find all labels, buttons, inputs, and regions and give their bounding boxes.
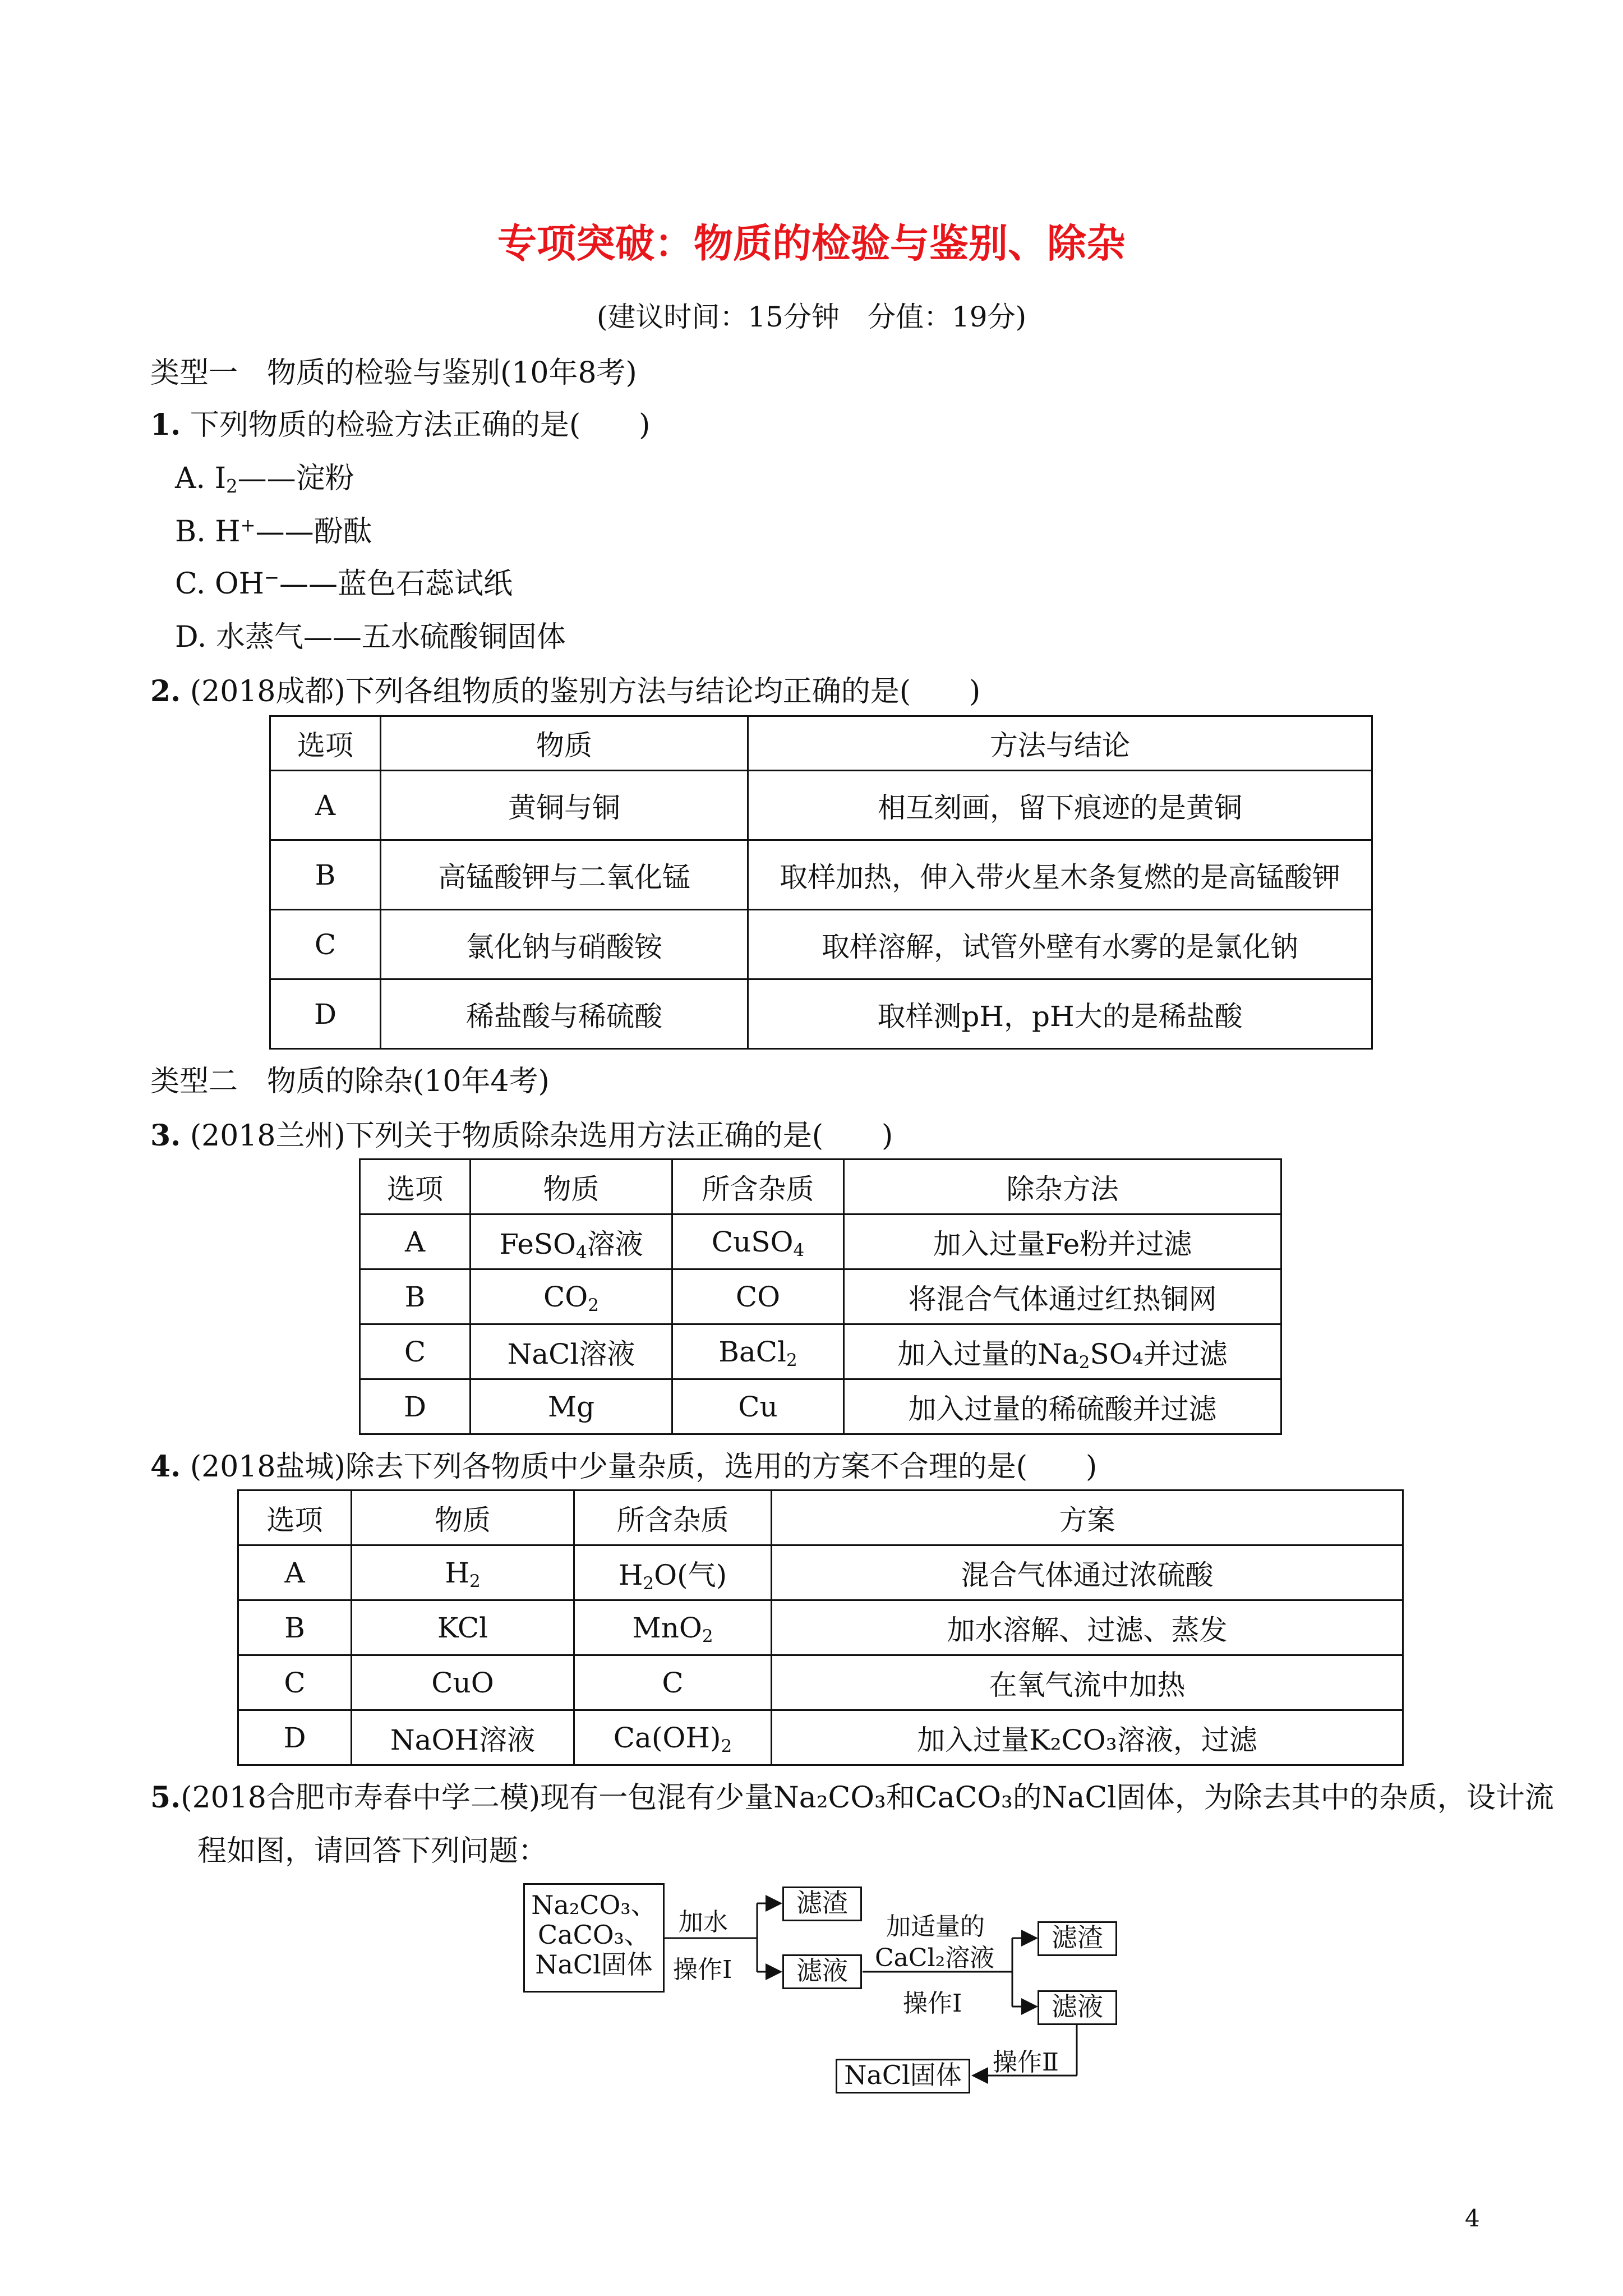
section-heading-type1: 类型一 物质的检验与鉴别(10年8考) <box>150 356 637 390</box>
table-cell: D <box>238 1710 352 1765</box>
section-heading-type2: 类型二 物质的除杂(10年4考) <box>150 1065 550 1098</box>
table-cell: D <box>270 979 381 1049</box>
table-cell: 取样加热，伸入带火星木条复燃的是高锰酸钾 <box>748 840 1372 910</box>
table-cell: BaCl$_2$ <box>672 1324 844 1379</box>
table-cell: C <box>360 1324 471 1379</box>
table-cell: B <box>360 1269 471 1324</box>
table-cell: 加入过量的$Na_2SO_4$并过滤 <box>844 1324 1281 1379</box>
page-title: 专项突破：物质的检验与鉴别、除杂 <box>497 220 1126 266</box>
table-cell: C <box>270 910 381 979</box>
table-cell: 取样溶解，试管外壁有水雾的是氯化钠 <box>748 910 1372 979</box>
table-cell: 相互刻画，留下痕迹的是黄铜 <box>748 771 1372 840</box>
flow-residue1-box: 滤渣 <box>782 1887 862 1921</box>
table-header: 方案 <box>772 1490 1403 1545</box>
table-cell: B <box>270 840 381 910</box>
table-header: 选项 <box>270 716 381 771</box>
flow-start-line: CaCO₃、 <box>538 1919 650 1950</box>
question-number: 3. <box>150 1119 181 1153</box>
flow-step1-top: 加水 <box>679 1908 728 1936</box>
table-cell: 加入过量Fe粉并过滤 <box>844 1214 1281 1269</box>
page-subtitle: (建议时间：15分钟 分值：19分) <box>596 301 1027 333</box>
flow-step3: 操作Ⅱ <box>993 2048 1059 2077</box>
table-cell: 黄铜与铜 <box>381 771 748 840</box>
question-stem: (2018合肥市寿春中学二模)现有一包混有少量Na₂CO₃和CaCO₃的NaCl固体，为除去其中的杂质，设计流 <box>181 1781 1554 1815</box>
question-number: 2. <box>150 674 181 708</box>
question-stem: (2018盐城)除去下列各物质中少量杂质，选用的方案不合理的是( ) <box>190 1450 1098 1484</box>
table-cell: $CO_2$ <box>471 1269 672 1324</box>
question-number: 4. <box>150 1450 181 1484</box>
table-cell: 加入过量K₂CO₃溶液，过滤 <box>772 1710 1403 1765</box>
flow-filtrate1-box: 滤液 <box>782 1954 862 1989</box>
table-cell: 加水溶解、过滤、蒸发 <box>772 1600 1403 1655</box>
table-cell: MnO$_2$ <box>574 1600 772 1655</box>
question-stem: (2018成都)下列各组物质的鉴别方法与结论均正确的是( ) <box>190 675 981 708</box>
table-cell: B <box>238 1600 352 1655</box>
question-stem: 下列物质的检验方法正确的是( ) <box>190 408 651 442</box>
flow-filtrate2-box: 滤液 <box>1038 1990 1117 2025</box>
table-header: 所含杂质 <box>574 1490 772 1545</box>
flow-start-box <box>523 1883 665 1993</box>
page-number: 4 <box>1465 2205 1480 2232</box>
table-cell: CuO <box>352 1655 574 1710</box>
table-cell: A <box>360 1214 471 1269</box>
table-header: 方法与结论 <box>748 716 1372 771</box>
table-cell: KCl <box>352 1600 574 1655</box>
flow-start-line: NaCl固体 <box>535 1949 653 1980</box>
table-cell: CuSO$_4$ <box>672 1214 844 1269</box>
flow-step2-top2: CaCl₂溶液 <box>875 1944 995 1972</box>
table-header: 所含杂质 <box>672 1159 844 1214</box>
table-cell: 将混合气体通过红热铜网 <box>844 1269 1281 1324</box>
option-c: C. OH−——蓝色石蕊试纸 <box>175 567 513 601</box>
option-d: D. 水蒸气——五水硫酸铜固体 <box>175 620 566 654</box>
question-stem: (2018兰州)下列关于物质除杂选用方法正确的是( ) <box>190 1119 893 1153</box>
table-cell: 加入过量的稀硫酸并过滤 <box>844 1379 1281 1434</box>
flow-step2-bottom: 操作Ⅰ <box>903 1989 962 2018</box>
question-number: 1. <box>150 408 181 442</box>
table-cell: $H_2$ <box>352 1545 574 1600</box>
table-cell: Mg <box>471 1379 672 1434</box>
table-header: 选项 <box>360 1159 471 1214</box>
table-cell: A <box>238 1545 352 1600</box>
table-cell: $H_2O$(气) <box>574 1545 772 1600</box>
table-cell: A <box>270 771 381 840</box>
table-cell: NaOH溶液 <box>352 1710 574 1765</box>
flow-start-line: Na₂CO₃、 <box>531 1890 657 1920</box>
flow-end-box: NaCl固体 <box>836 2059 970 2093</box>
flow-step1-bottom: 操作Ⅰ <box>673 1955 732 1984</box>
question-5-line2: 程如图，请回答下列问题： <box>197 1834 548 1868</box>
table-cell: 混合气体通过浓硫酸 <box>772 1545 1403 1600</box>
table-cell: NaCl溶液 <box>471 1324 672 1379</box>
table-cell: 稀盐酸与稀硫酸 <box>381 979 748 1049</box>
table-cell: CO <box>672 1269 844 1324</box>
table-header: 除杂方法 <box>844 1159 1281 1214</box>
table-header: 物质 <box>352 1490 574 1545</box>
option-a: A. $I_2——$淀粉 <box>175 462 354 498</box>
table-cell: FeSO$_4$溶液 <box>471 1214 672 1269</box>
flow-step2-top1: 加适量的 <box>886 1912 985 1941</box>
table-cell: Cu <box>672 1379 844 1434</box>
table-header: 选项 <box>238 1490 352 1545</box>
table-cell: C <box>574 1655 772 1710</box>
option-b: B. H+——酚酞 <box>175 514 372 549</box>
table-cell: 氯化钠与硝酸铵 <box>381 910 748 979</box>
table-cell: C <box>238 1655 352 1710</box>
question-number: 5. <box>150 1780 181 1815</box>
table-cell: 在氧气流中加热 <box>772 1655 1403 1710</box>
flow-residue2-box: 滤渣 <box>1038 1921 1117 1956</box>
table-header: 物质 <box>471 1159 672 1214</box>
table-cell: D <box>360 1379 471 1434</box>
table-header: 物质 <box>381 716 748 771</box>
table-cell: 取样测pH，pH大的是稀盐酸 <box>748 979 1372 1049</box>
table-cell: $Ca(OH)_2$ <box>574 1710 772 1765</box>
table-cell: 高锰酸钾与二氧化锰 <box>381 840 748 910</box>
